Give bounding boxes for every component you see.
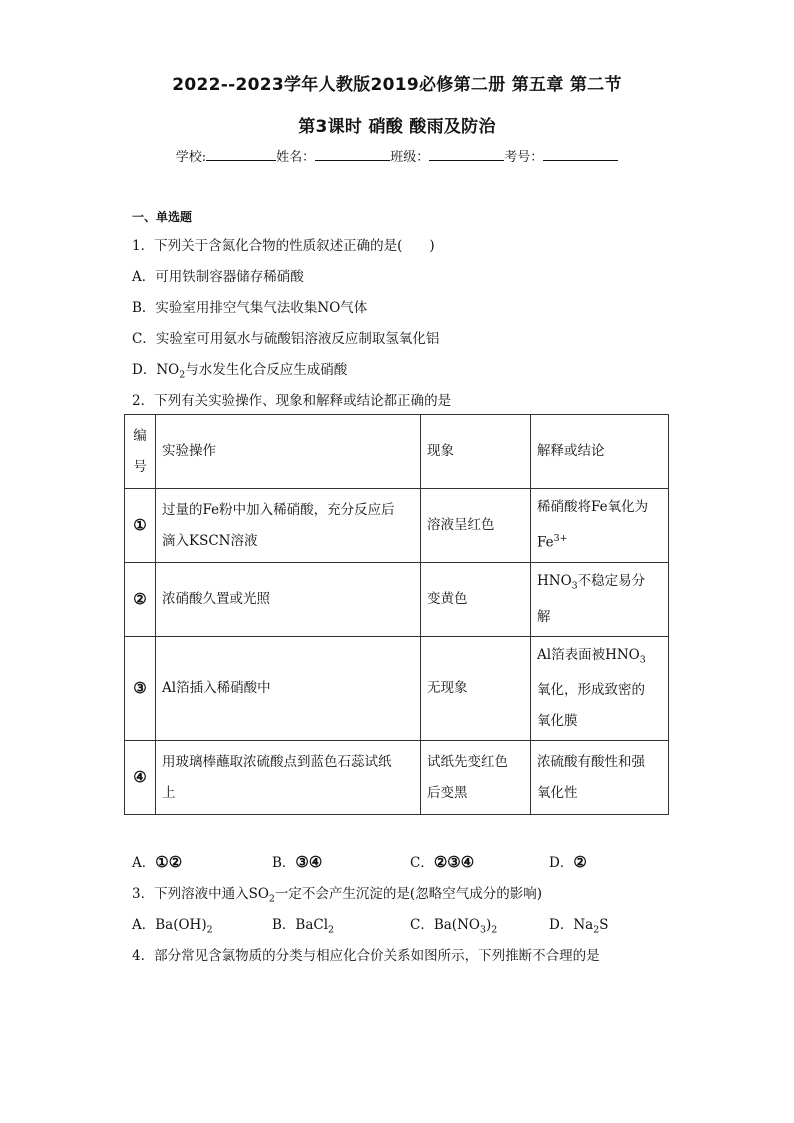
q2-options xyxy=(132,851,672,871)
section-title: 一、单选题 xyxy=(132,210,193,224)
q2-experiment-table xyxy=(124,414,669,815)
class-blank[interactable] xyxy=(429,147,504,161)
header-conclusion: 解释或结论 xyxy=(531,415,669,489)
page-title-line2: 第3课时 硝酸 酸雨及防治 xyxy=(298,117,496,137)
q2-option-d: D．② xyxy=(549,853,587,871)
row-number: ① xyxy=(125,489,156,563)
row-conclusion: $HNO_3$不稳定易分 解 xyxy=(531,563,669,637)
row-conclusion: 浓硫酸有酸性和强 氧化性 xyxy=(531,741,669,815)
header-operation: 实验操作 xyxy=(156,415,421,489)
q4-stem: 4．部分常见含氯物质的分类与相应化合价关系如图所示，下列推断不合理的是 xyxy=(132,948,600,964)
q1-option-a: A．可用铁制容器储存稀硝酸 xyxy=(132,269,304,285)
school-label: 学校: xyxy=(175,150,207,165)
q3-options xyxy=(132,913,672,936)
q1-option-b: B．实验室用排空气集气法收集NO气体 xyxy=(132,300,368,316)
q3-option-d: D．$Na_2S$ xyxy=(549,917,609,936)
q2-option-a: A．①② xyxy=(132,853,183,871)
table-row xyxy=(125,489,669,563)
row-operation: 过量的Fe粉中加入稀硝酸，充分反应后 滴入KSCN溶液 xyxy=(156,489,421,563)
row-conclusion: Al箔表面被$HNO_3$ 氧化，形成致密的 氧化膜 xyxy=(531,637,669,741)
name-label: 姓名： xyxy=(276,150,316,165)
row-number: ② xyxy=(125,563,156,637)
q3-option-a: A．$Ba(OH)_2$ xyxy=(132,917,213,936)
q1-option-d: D．$NO_2$与水发生化合反应生成硝酸 xyxy=(132,362,348,381)
name-blank[interactable] xyxy=(315,147,390,161)
page-title-line1: 2022--2023学年人教版2019必修第二册 第五章 第二节 xyxy=(172,75,622,95)
row-phenomenon: 无现象 xyxy=(421,637,531,741)
row-operation: 用玻璃棒蘸取浓硫酸点到蓝色石蕊试纸 上 xyxy=(156,741,421,815)
header-number: 编 号 xyxy=(125,415,156,489)
row-phenomenon: 变黄色 xyxy=(421,563,531,637)
table-header-row xyxy=(125,415,669,489)
student-info xyxy=(0,146,794,165)
row-number: ③ xyxy=(125,637,156,741)
q3-stem: 3．下列溶液中通入$SO_2$一定不会产生沉淀的是(忽略空气成分的影响) xyxy=(132,886,542,905)
table-row xyxy=(125,637,669,741)
row-phenomenon: 试纸先变红色 后变黑 xyxy=(421,741,531,815)
q2-stem: 2．下列有关实验操作、现象和解释或结论都正确的是 xyxy=(132,393,452,409)
exam-number-label: 考号： xyxy=(504,150,544,165)
q1-option-c: C．实验室可用氨水与硫酸铝溶液反应制取氢氧化铝 xyxy=(132,331,440,347)
header-phenomenon: 现象 xyxy=(421,415,531,489)
q2-option-b: B．③④ xyxy=(272,853,323,871)
q3-option-b: B．BaCl$_2$ xyxy=(272,917,335,936)
row-phenomenon: 溶液呈红色 xyxy=(421,489,531,563)
class-label: 班级： xyxy=(390,150,430,165)
row-operation: 浓硝酸久置或光照 xyxy=(156,563,421,637)
exam-number-blank[interactable] xyxy=(543,147,618,161)
table-row xyxy=(125,563,669,637)
table-row xyxy=(125,741,669,815)
q1-stem: 1．下列关于含氮化合物的性质叙述正确的是( ) xyxy=(132,238,435,254)
row-conclusion: 稀硝酸将Fe氧化为 $Fe^{3+}$ xyxy=(531,489,669,563)
q2-option-c: C．②③④ xyxy=(410,853,475,871)
row-operation: Al箔插入稀硝酸中 xyxy=(156,637,421,741)
q3-option-c: C．$Ba(NO_3)_2$ xyxy=(410,917,498,936)
row-number: ④ xyxy=(125,741,156,815)
school-blank[interactable] xyxy=(206,147,276,161)
